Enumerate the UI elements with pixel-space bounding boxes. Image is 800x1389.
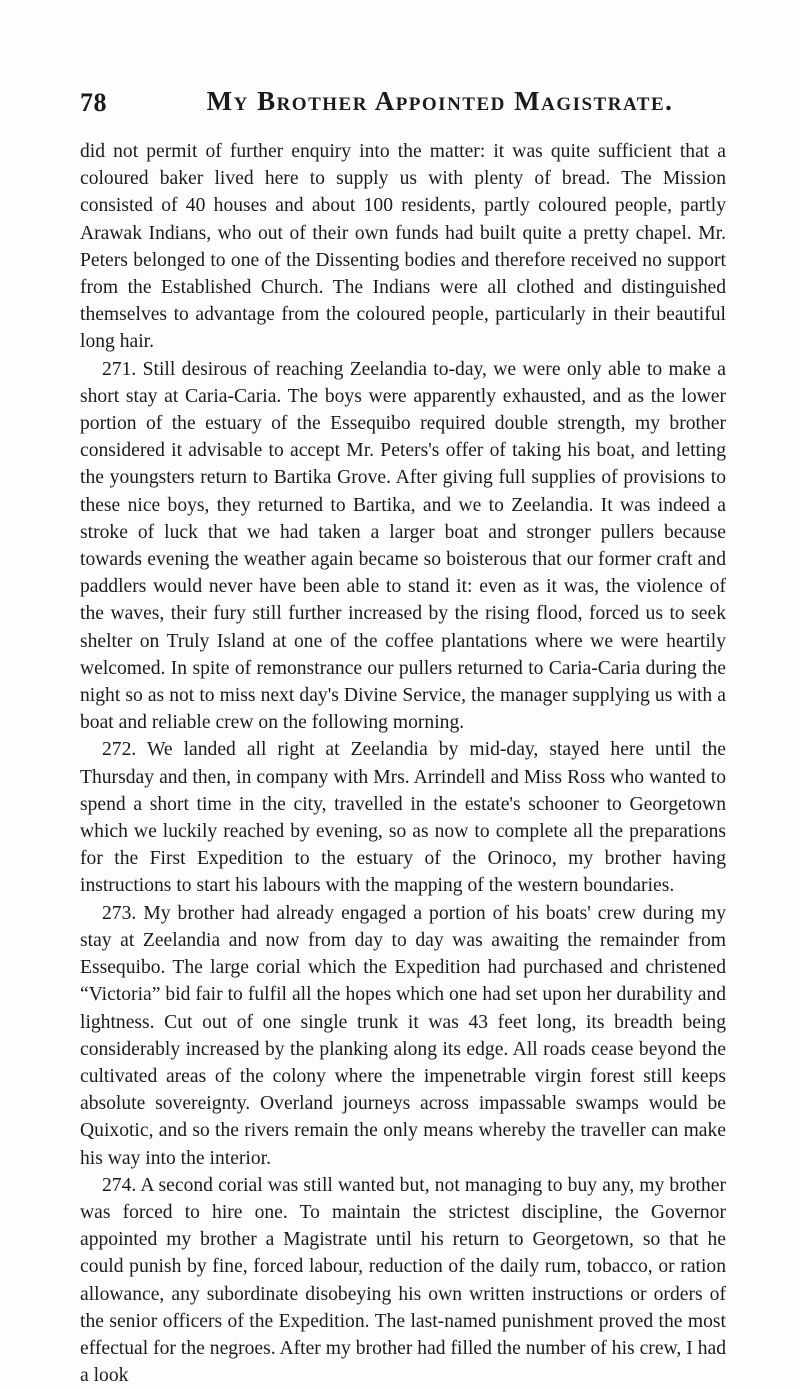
paragraph-number: 274. xyxy=(102,1174,137,1196)
paragraph-274 xyxy=(80,1172,726,1389)
running-title: My Brother Appointed Magistrate. xyxy=(206,86,674,116)
paragraph-text: Still desirous of reaching Zeelandia to-day, we were only able to make a short stay at Caria-Caria. The boys were apparently exhausted, and as the lower portion of the estuary of the Essequibo required double strength, my brother considered it advisable to accept Mr. Peters's offer of taking his boat, and letting the youngsters return to Bartika Grove. After giving full supplies of provisions to these nice boys, they returned to Bartika, and we to Zeelandia. It was indeed a stroke of luck that we had taken a larger boat and stronger pullers because towards evening the weather again became so boisterous that our former craft and paddlers would never have been able to stand it: even as it was, the violence of the waves, their fury still further increased by the rising flood, forced us to seek shelter on Truly Island at one of the coffee plantations where we were heartily welcomed. In spite of remonstrance our pullers returned to Caria-Caria during the night so as not to miss next day's Divine Service, the manager supplying us with a boat and reliable crew on the following morning. xyxy=(80,358,727,734)
paragraph-272 xyxy=(80,736,726,899)
running-head xyxy=(80,86,730,126)
body-text xyxy=(80,138,726,1389)
paragraph-271 xyxy=(80,356,726,737)
paragraph-text: A second corial was still wanted but, not managing to buy any, my brother was forced to hire one. To maintain the strictest discipline, the Governor appointed my brother a Magistrate until his return to Georgetown, so that he could punish by fine, forced labour, reduction of the daily rum, tobacco, or ration allowance, any subordinate disobeying his own written instructions or orders of the senior officers of the Expedition. The last-named punishment proved the most effectual for the negroes. After my brother had filled the number of his crew, I had a look xyxy=(80,1174,726,1387)
paragraph-text: did not permit of further enquiry into the matter: it was quite sufficient that a coloured baker lived here to supply us with plenty of bread. The Mission consisted of 40 houses and about 100 residents, partly coloured people, partly Arawak Indians, who out of their own funds had built quite a pretty chapel. Mr. Peters belonged to one of the Dissenting bodies and therefore received no support from the Established Church. The Indians were all clothed and distinguished themselves to advantage from the coloured people, particularly in their beautiful long hair. xyxy=(80,141,726,353)
paragraph-continued xyxy=(80,138,726,356)
paragraph-number: 271. xyxy=(102,358,137,380)
paragraph-number: 272. xyxy=(102,739,137,761)
paragraph-text: We landed all right at Zeelandia by mid-day, stayed here until the Thursday and then, in company with Mrs. Arrindell and Miss Ross who wanted to spend a short time in the city, travelled in the estate's schooner to Georgetown which we luckily reached by evening, so as now to complete all the preparations for the First Expedition to the estuary of the Orinoco, my brother having instructions to start his labours with the mapping of the western boundaries. xyxy=(80,739,726,897)
page-number: 78 xyxy=(80,88,107,117)
paragraph-273 xyxy=(80,900,726,1172)
paragraph-text: My brother had already engaged a portion of his boats' crew during my stay at Zeelandia and now from day to day was awaiting the remainder from Essequibo. The large corial which the Expedition had purchased and christened “Victoria” bid fair to fulfil all the hopes which one had set upon her durability and lightness. Cut out of one single trunk it was 43 feet long, its breadth being considerably increased by the planking along its edge. All roads cease beyond the cultivated areas of the colony where the impenetrable virgin forest still keeps absolute sovereignty. Overland journeys across impassable swamps would be Quixotic, and so the rivers remain the only means whereby the traveller can make his way into the interior. xyxy=(80,902,727,1169)
paragraph-number: 273. xyxy=(102,902,137,924)
